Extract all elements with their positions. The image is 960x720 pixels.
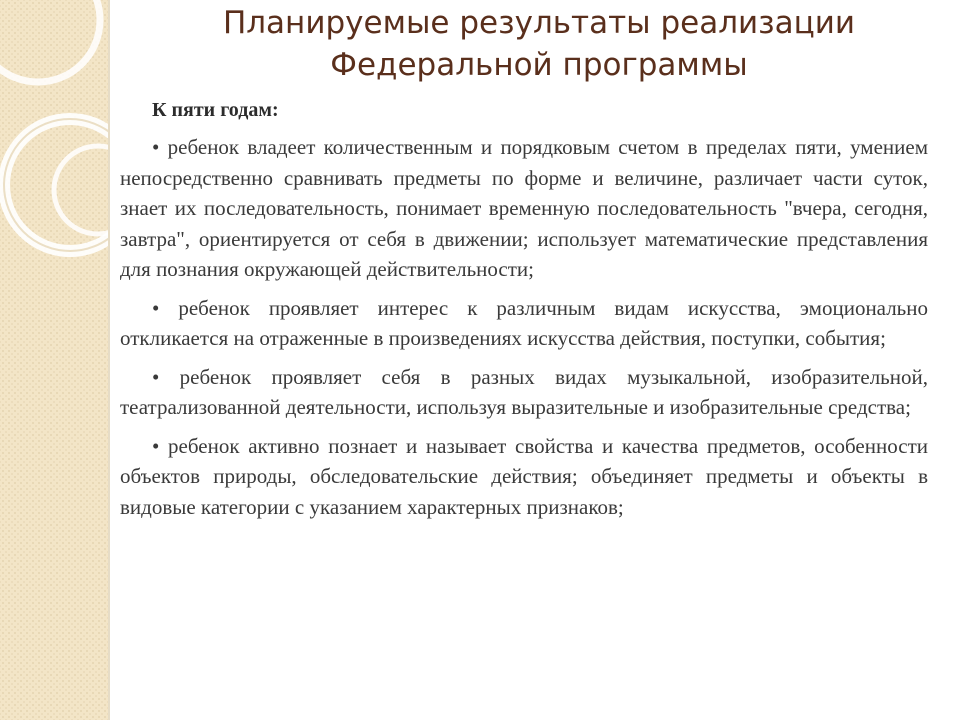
decorative-circles-icon	[0, 0, 108, 720]
list-item: • ребенок активно познает и называет свойства и качества предметов, особенности объектов природы, обследовательские действия; объединяет предметы и объекты в видовые категории с указанием характерных признаков;	[120, 433, 928, 519]
side-divider	[108, 0, 110, 720]
slide-title: Планируемые результаты реализации Федеральной программы	[222, 5, 856, 83]
list-item: • ребенок проявляет интерес к различным видам искусства, эмоционально откликается на отраженные в произведениях искусства действия, поступки, события;	[120, 295, 928, 350]
list-item: • ребенок владеет количественным и порядковым счетом в пределах пяти, умением непосредственно сравнивать предметы по форме и величине, различает части суток, знает их последовательность, понимает временную последовательность "вчера, сегодня, завтра", ориентируется от себя в движении; использует математические представления для познания окружающей действительности;	[120, 135, 928, 281]
subheading: К пяти годам:	[152, 99, 279, 121]
slide-content	[120, 97, 928, 530]
decorative-side-panel	[0, 0, 108, 720]
list-item: • ребенок проявляет себя в разных видах музыкальной, изобразительной, театрализованной деятельности, используя выразительные и изобразительные средства;	[120, 364, 928, 419]
